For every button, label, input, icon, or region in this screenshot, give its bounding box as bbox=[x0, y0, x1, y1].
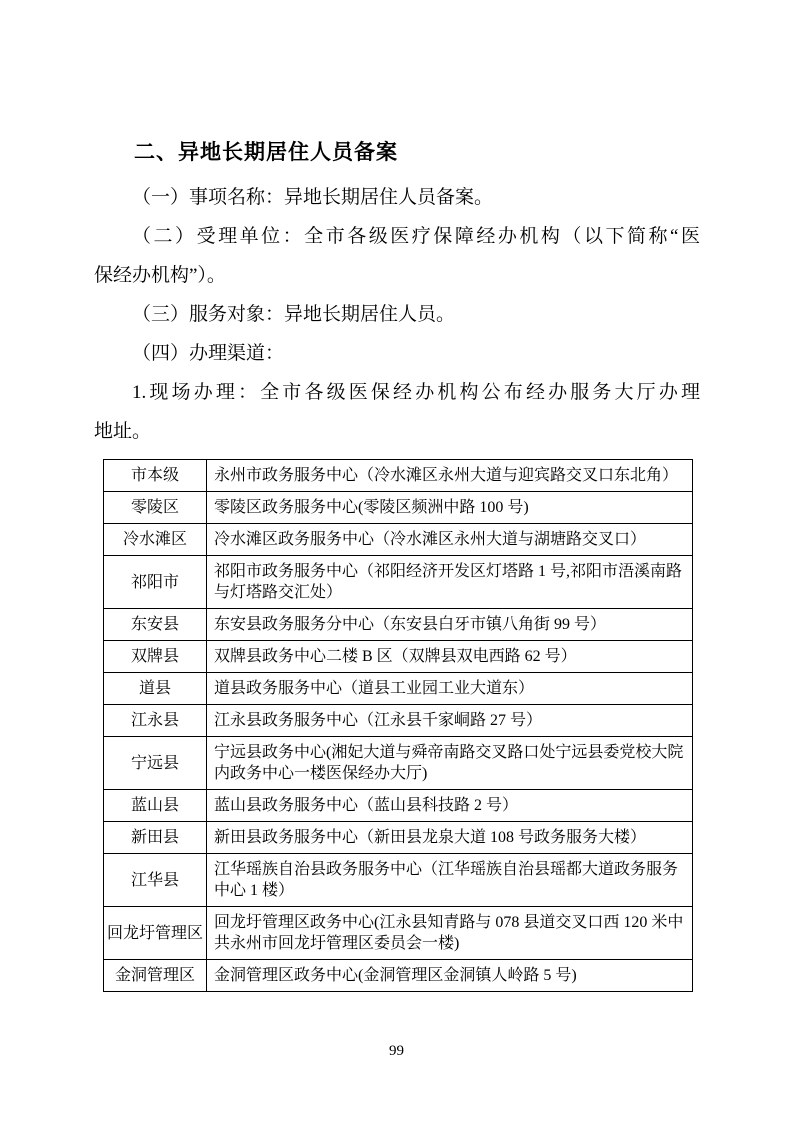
region-cell: 新田县 bbox=[104, 822, 207, 854]
table-row bbox=[104, 822, 693, 854]
paragraph-line: （二）受理单位：全市各级医疗保障经办机构（以下简称“医 bbox=[132, 226, 700, 247]
table-row bbox=[104, 854, 693, 907]
section-heading: 二、异地长期居住人员备案 bbox=[134, 141, 398, 164]
region-cell: 江永县 bbox=[104, 705, 207, 737]
table-row bbox=[104, 460, 693, 492]
address-cell: 新田县政务服务中心（新田县龙泉大道 108 号政务服务大楼） bbox=[207, 822, 693, 854]
address-cell: 金洞管理区政务中心(金洞管理区金洞镇人岭路 5 号) bbox=[207, 960, 693, 992]
region-cell: 零陵区 bbox=[104, 492, 207, 524]
address-cell: 回龙圩管理区政务中心(江永县知青路与 078 县道交叉口西 120 米中共永州市回龙圩管理区委员会一楼) bbox=[207, 907, 693, 960]
address-cell: 永州市政务服务中心（冷水滩区永州大道与迎宾路交叉口东北角） bbox=[207, 460, 693, 492]
address-cell: 双牌县政务中心二楼 B 区（双牌县双电西路 62 号） bbox=[207, 641, 693, 673]
paragraph-line: 1.现场办理：全市各级医保经办机构公布经办服务大厅办理 bbox=[132, 382, 700, 403]
table-row bbox=[104, 907, 693, 960]
address-cell: 江永县政务服务中心（江永县千家峒路 27 号） bbox=[207, 705, 693, 737]
address-cell: 江华瑶族自治县政务服务中心（江华瑶族自治县瑶都大道政务服务中心 1 楼） bbox=[207, 854, 693, 907]
address-cell: 零陵区政务服务中心(零陵区频洲中路 100 号) bbox=[207, 492, 693, 524]
region-cell: 祁阳市 bbox=[104, 556, 207, 609]
table-row bbox=[104, 556, 693, 609]
document-content bbox=[94, 140, 700, 992]
region-cell: 江华县 bbox=[104, 854, 207, 907]
address-cell: 冷水滩区政务服务中心（冷水滩区永州大道与湖塘路交叉口） bbox=[207, 524, 693, 556]
address-cell: 宁远县政务中心(湘妃大道与舜帝南路交叉路口处宁远县委党校大院内政务中心一楼医保经办大厅) bbox=[207, 737, 693, 790]
address-cell: 道县政务服务中心（道县工业园工业大道东） bbox=[207, 673, 693, 705]
paragraph-line: （三）服务对象：异地长期居住人员。 bbox=[132, 304, 456, 325]
region-cell: 回龙圩管理区 bbox=[104, 907, 207, 960]
table-row bbox=[104, 524, 693, 556]
table-row bbox=[104, 960, 693, 992]
region-cell: 金洞管理区 bbox=[104, 960, 207, 992]
service-centers-table-body bbox=[104, 460, 693, 992]
service-centers-table bbox=[103, 459, 693, 992]
address-cell: 蓝山县政务服务中心（蓝山县科技路 2 号） bbox=[207, 790, 693, 822]
region-cell: 冷水滩区 bbox=[104, 524, 207, 556]
region-cell: 蓝山县 bbox=[104, 790, 207, 822]
table-row bbox=[104, 673, 693, 705]
region-cell: 道县 bbox=[104, 673, 207, 705]
table-row bbox=[104, 737, 693, 790]
address-cell: 祁阳市政务服务中心（祁阳经济开发区灯塔路 1 号,祁阳市浯溪南路与灯塔路交汇处） bbox=[207, 556, 693, 609]
paragraph-line: （一）事项名称：异地长期居住人员备案。 bbox=[132, 187, 494, 208]
table-row bbox=[104, 790, 693, 822]
region-cell: 东安县 bbox=[104, 609, 207, 641]
address-cell: 东安县政务服务分中心（东安县白牙市镇八角街 99 号） bbox=[207, 609, 693, 641]
table-row bbox=[104, 492, 693, 524]
region-cell: 双牌县 bbox=[104, 641, 207, 673]
page-number: 99 bbox=[389, 1043, 404, 1059]
table-row bbox=[104, 609, 693, 641]
table-row bbox=[104, 705, 693, 737]
region-cell: 市本级 bbox=[104, 460, 207, 492]
paragraph-line: 保经办机构”）。 bbox=[94, 265, 226, 286]
body-text bbox=[94, 178, 700, 451]
paragraph-line: （四）办理渠道： bbox=[132, 343, 285, 364]
table-row bbox=[104, 641, 693, 673]
paragraph-line: 地址。 bbox=[94, 421, 152, 442]
region-cell: 宁远县 bbox=[104, 737, 207, 790]
